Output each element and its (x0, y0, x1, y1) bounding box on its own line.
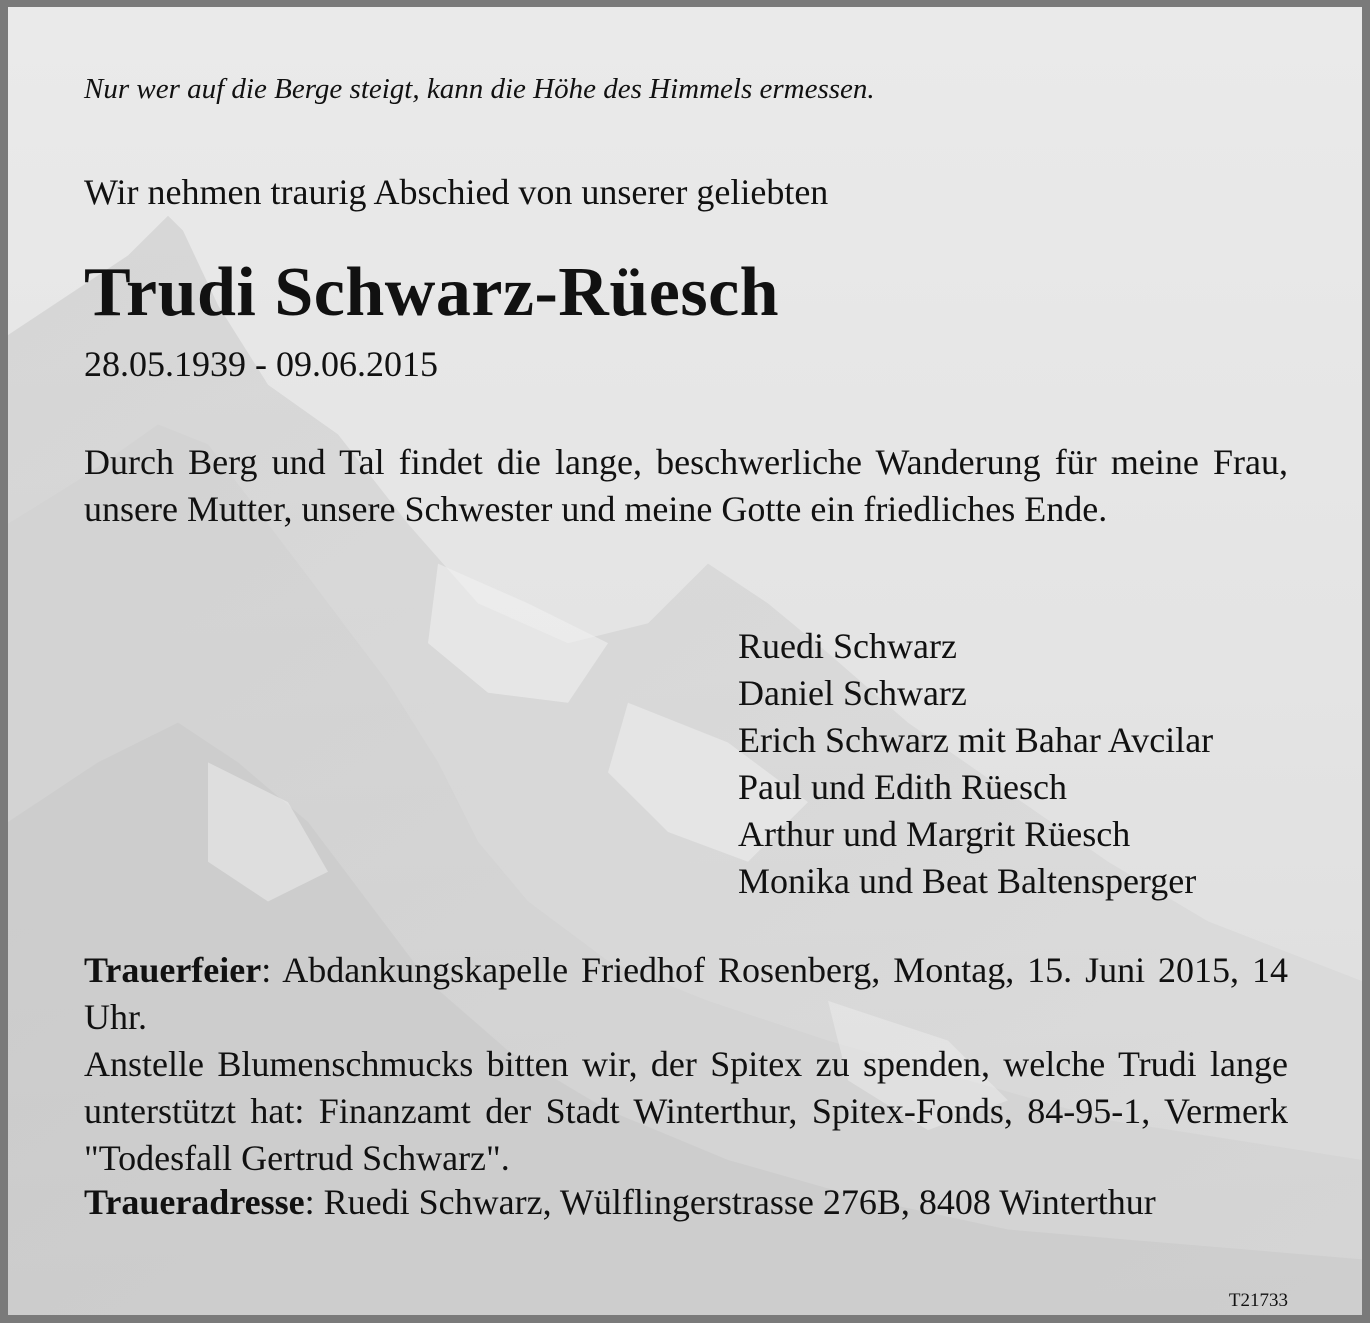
life-dates: 28.05.1939 - 09.06.2015 (84, 344, 438, 384)
funeral-label: Trauerfeier (84, 950, 262, 990)
mourners-list (738, 623, 1213, 905)
mourner-name: Ruedi Schwarz (738, 626, 957, 666)
mourner-name: Daniel Schwarz (738, 673, 967, 713)
intro-line: Wir nehmen traurig Abschied von unserer geliebten (84, 172, 829, 212)
mourner-name: Erich Schwarz mit Bahar Avcilar (738, 720, 1214, 760)
address-info (84, 1179, 1288, 1226)
funeral-text: : Abdankungskapelle Friedhof Rosenberg, Montag, 15. Juni 2015, 14 Uhr. (84, 950, 1288, 1037)
motto-quote: Nur wer auf die Berge steigt, kann die Höhe des Himmels ermessen. (84, 73, 875, 105)
address-text: : Ruedi Schwarz, Wülflingerstrasse 276B, 8408 Winterthur (304, 1182, 1156, 1222)
address-label: Traueradresse (84, 1182, 305, 1222)
funeral-info (84, 947, 1288, 1041)
mourner-name: Paul und Edith Rüesch (738, 767, 1067, 807)
farewell-paragraph: Durch Berg und Tal findet die lange, beschwerliche Wanderung für meine Frau, unsere Mutter, unsere Schwester und meine Gotte ein friedliches Ende. (84, 442, 1288, 529)
mourner-name: Arthur und Margrit Rüesch (738, 814, 1131, 854)
reference-code: T21733 (1228, 1290, 1288, 1311)
mourner-name: Monika und Beat Baltensperger (738, 861, 1197, 901)
deceased-name: Trudi Schwarz-Rüesch (84, 254, 780, 331)
donation-info: Anstelle Blumenschmucks bitten wir, der Spitex zu spenden, welche Trudi lange unterstützt hat: Finanzamt der Stadt Winterthur, Spitex-Fonds, 84-95-1, Vermerk "Todesfall Gertrud Schwarz". (84, 1044, 1288, 1178)
